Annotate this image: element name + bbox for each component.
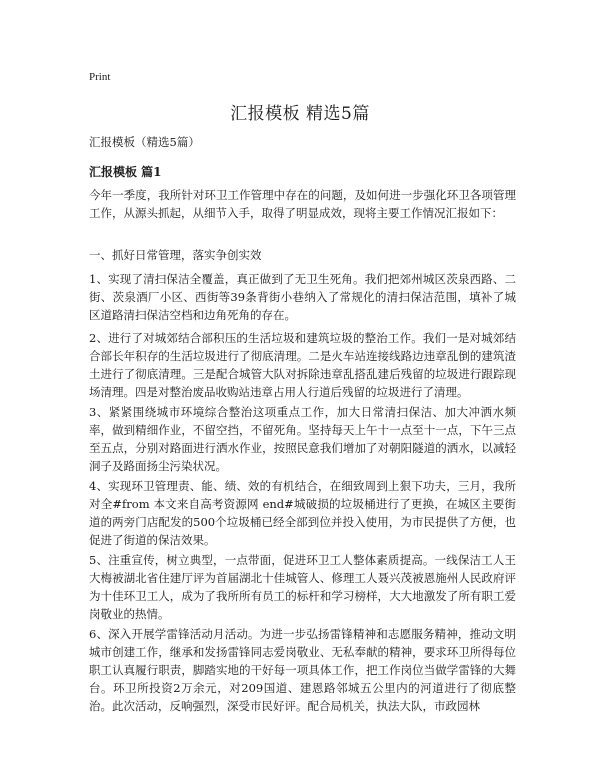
paragraph-item-5: 5、注重宣传，树立典型，一点带面，促进环卫工人整体素质提高。一线保洁工人王大梅被湖北省住建厅评为首届湖北十佳城管人、修理工人聂兴茂被恩施州人民政府评为十佳环卫工人，成为了我所所有员工的标杆和学习榜样，大大地激发了所有职工爱岗敬业的热情。 bbox=[89, 553, 516, 621]
section-heading: 汇报模板 篇1 bbox=[89, 165, 162, 179]
paragraph-item-6: 6、深入开展学雷锋活动月活动。为进一步弘扬雷锋精神和志愿服务精神，推动文明城市创建工作，继承和发扬雷锋同志爱岗敬业、无私奉献的精神，要求环卫所得每位职工认真履行职责，脚踏实地的干好每一项具体工作，把工作岗位当做学雷锋的大舞台。环卫所投资2万余元，对209国道、建恩路邻城五公里内的河道进行了彻底整治。此次活动，反响强烈，深受市民好评。配合局机关，执法大队，市政园林 bbox=[89, 627, 516, 713]
document-subtitle: 汇报模板（精选5篇） bbox=[89, 135, 200, 149]
paragraph-intro: 今年一季度，我所针对环卫工作管理中存在的问题，及如何进一步强化环卫各项管理工作，从源头抓起，从细节入手，取得了明显成效，现将主要工作情况汇报如下： bbox=[89, 188, 516, 220]
paragraph-item-1: 1、实现了清扫保洁全覆盖，真正做到了无卫生死角。我们把郊州城区茨泉西路、二街、茨泉酒厂小区、西街等39条背街小巷纳入了常规化的清扫保洁范围，填补了城区道路清扫保洁空档和边角死角的存在。 bbox=[89, 272, 516, 322]
print-label[interactable]: Print bbox=[89, 71, 111, 83]
paragraph-item-2: 2、进行了对城郊结合部积压的生活垃圾和建筑垃圾的整治工作。我们一是对城郊结合部长年积存的生活垃圾进行了彻底清理。二是火车站连接线路边违章乱倒的建筑渣土进行了彻底清理。三是配合城管大队对拆除违章乱搭乱建后残留的垃圾进行跟踪现场清理。四是对整治废品收购站违章占用人行道后残留的垃圾进行了清理。 bbox=[89, 331, 516, 399]
paragraph-item-4: 4、实现环卫管理责、能、绩、效的有机结合，在细致周到上狠下功夫，三月，我所对全#from 本文来自高考资源网 end#城破损的垃圾桶进行了更换，在城区主要街道的两旁门店配发的500个垃圾桶已经全部到位并投入使用，为市民提供了方便，也促进了街道的保洁效果。 bbox=[89, 479, 516, 547]
page-title: 汇报模板 精选5篇 bbox=[230, 104, 370, 124]
paragraph-heading-1: 一、抓好日常管理，落实争创实效 bbox=[89, 248, 262, 262]
paragraph-item-3: 3、紧紧围绕城市环境综合整治这项重点工作，加大日常清扫保洁、加大冲洒水频率，做到精细作业，不留空挡，不留死角。坚持每天上午十一点至十一点，下午三点至五点，分别对路面进行洒水作业，按照民意我们增加了对朝阳隧道的洒水，以减轻洞子及路面扬尘污染状况。 bbox=[89, 405, 516, 473]
